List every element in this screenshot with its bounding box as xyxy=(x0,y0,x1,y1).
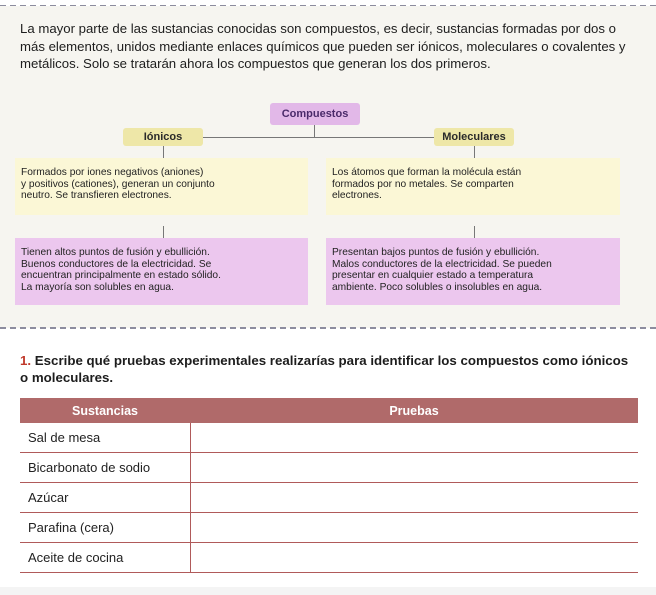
moleculares-properties-box xyxy=(326,238,620,305)
table-row xyxy=(20,423,638,453)
moleculares-property-line: Malos conductores de la electricidad. Se pueden xyxy=(332,258,552,270)
ionicos-description-line: Formados por iones negativos (aniones) xyxy=(21,167,204,178)
moleculares-property-line: ambiente. Poco solubles o insolubles en agua. xyxy=(332,281,543,293)
diagram-label-ionicos: Iónicos xyxy=(123,128,203,146)
table-row xyxy=(20,513,638,543)
question-1 xyxy=(20,352,640,386)
question-number: 1. xyxy=(20,353,32,368)
page-footer-strip xyxy=(0,587,656,595)
ionicos-property-line: encuentran principalmente en estado sólido. xyxy=(21,270,221,281)
test-answer-cell[interactable] xyxy=(190,453,638,483)
test-answer-cell[interactable] xyxy=(190,483,638,513)
connector-left-1 xyxy=(163,146,164,158)
test-answer-cell[interactable] xyxy=(190,513,638,543)
ionicos-properties-box xyxy=(15,238,308,305)
substance-cell: Aceite de cocina xyxy=(20,543,190,573)
substance-cell: Bicarbonato de sodio xyxy=(20,453,190,483)
ionicos-property-line: Tienen altos puntos de fusión y ebullición. xyxy=(21,247,210,258)
ionicos-description-line: neutro. Se transfieren electrones. xyxy=(21,190,172,201)
ionicos-description-line: y positivos (cationes), generan un conjunto xyxy=(21,178,215,190)
intro-paragraph: La mayor parte de las sustancias conocidas son compuestos, es decir, sustancias formadas por dos o más elementos, unidos mediante enlaces químicos que pueden ser iónicos, moleculares o covalentes y metálicos. Solo se tratarán ahora los compuestos que generan los dos primeros. xyxy=(20,21,626,71)
table-row xyxy=(20,453,638,483)
moleculares-property-line: presentar en cualquier estado a temperatura xyxy=(332,270,534,281)
test-answer-cell[interactable] xyxy=(190,543,638,573)
connector-horizontal xyxy=(203,137,434,138)
connector-right-2 xyxy=(474,226,475,238)
header-pruebas: Pruebas xyxy=(190,398,638,423)
table-header-row xyxy=(20,398,638,423)
ionicos-property-line: La mayoría son solubles en agua. xyxy=(21,281,174,293)
ionicos-property-line: Buenos conductores de la electricidad. Se xyxy=(21,258,212,270)
connector-left-2 xyxy=(163,226,164,238)
diagram-root-compuestos: Compuestos xyxy=(270,103,360,125)
moleculares-description-line: formados por no metales. Se comparten xyxy=(332,178,514,190)
substance-cell: Parafina (cera) xyxy=(20,513,190,543)
question-text: Escribe qué pruebas experimentales realizarías para identificar los compuestos como iónicos o moleculares. xyxy=(20,353,629,385)
moleculares-description-line: electrones. xyxy=(332,190,382,201)
connector-right-1 xyxy=(474,146,475,158)
diagram-label-moleculares: Moleculares xyxy=(434,128,514,146)
tests-table xyxy=(20,398,638,573)
ionicos-description-box xyxy=(15,158,308,215)
table-row xyxy=(20,543,638,573)
header-sustancias: Sustancias xyxy=(20,398,190,423)
substance-cell: Azúcar xyxy=(20,483,190,513)
connector-root-down xyxy=(314,125,315,137)
substance-cell: Sal de mesa xyxy=(20,423,190,453)
table-row xyxy=(20,483,638,513)
bottom-dashed-divider xyxy=(0,327,656,329)
moleculares-description-box xyxy=(326,158,620,215)
moleculares-description-line: Los átomos que forman la molécula están xyxy=(332,167,522,178)
test-answer-cell[interactable] xyxy=(190,423,638,453)
moleculares-property-line: Presentan bajos puntos de fusión y ebullición. xyxy=(332,247,540,258)
